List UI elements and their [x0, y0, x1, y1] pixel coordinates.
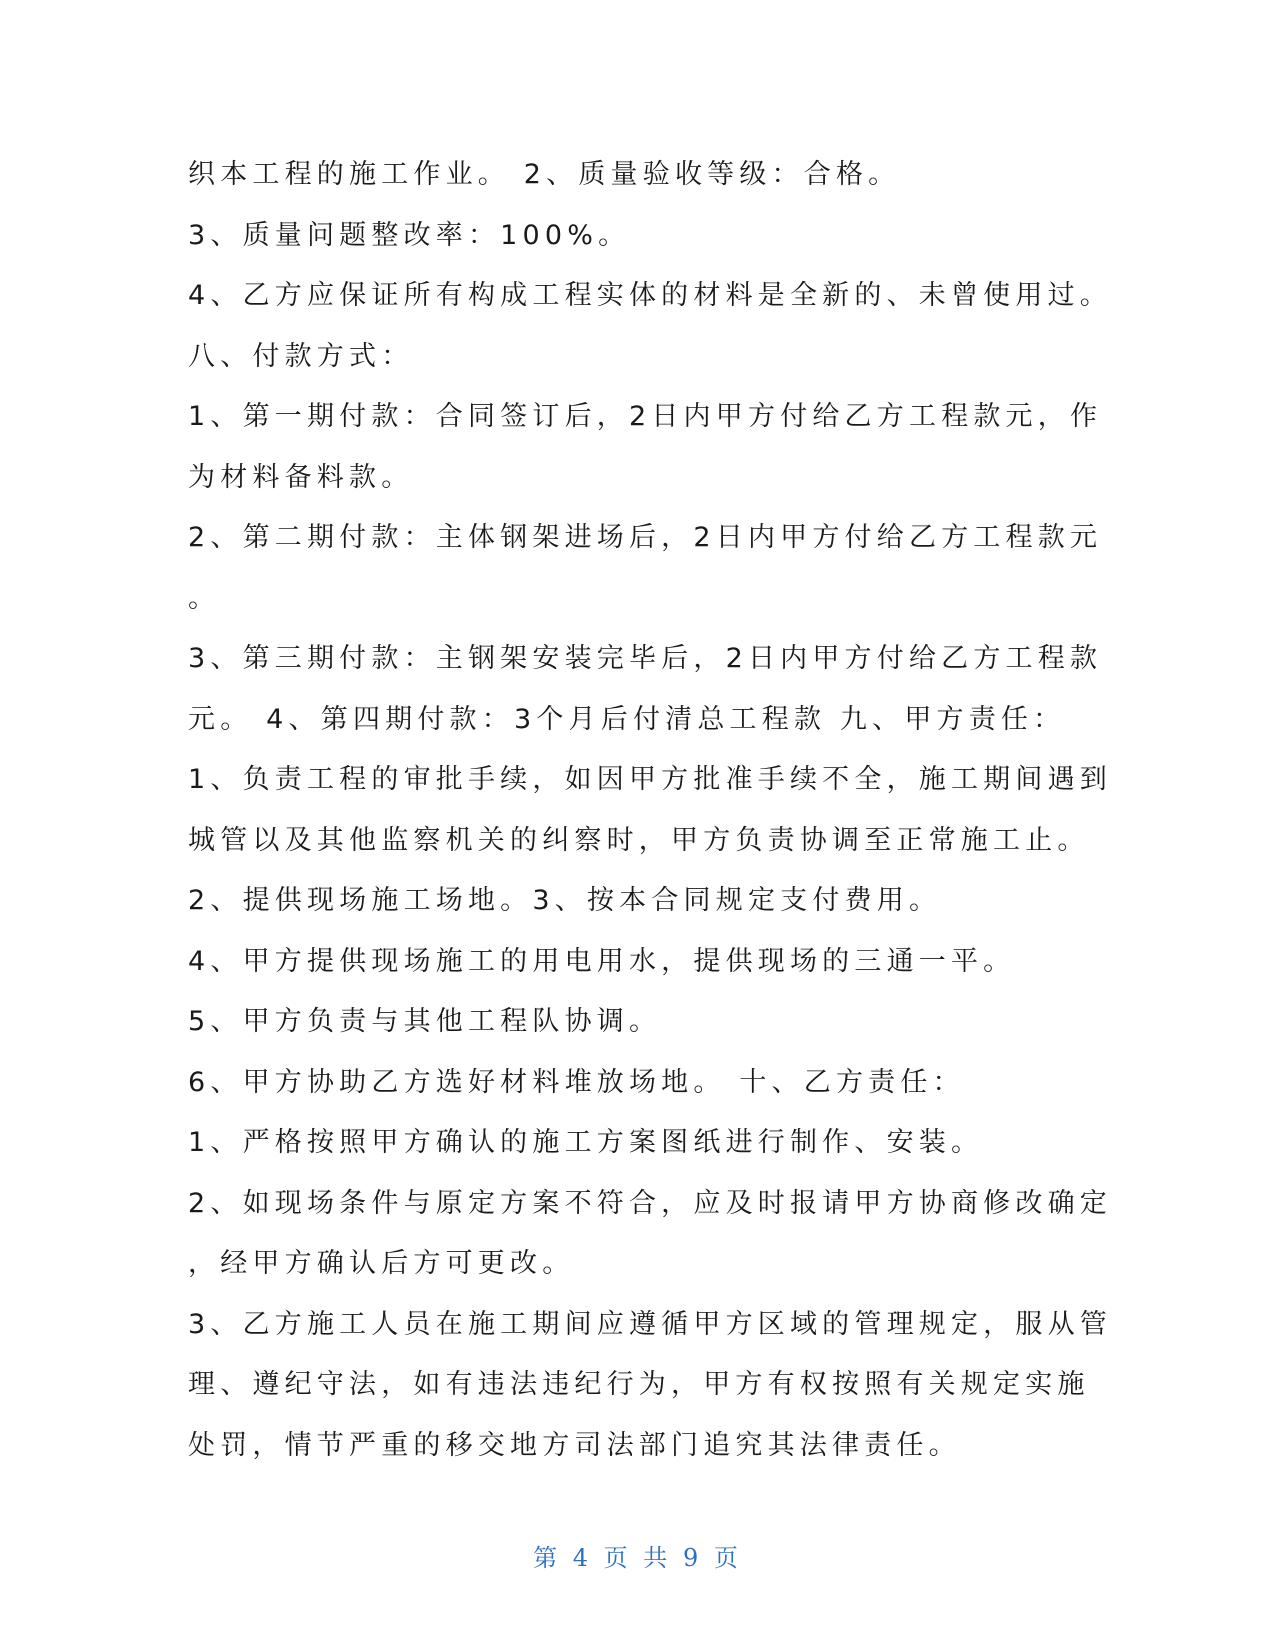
footer-suffix: 页 — [713, 1544, 742, 1572]
text-line: 1、严格按照甲方确认的施工方案图纸进行制作、安装。 — [188, 1127, 984, 1158]
section-heading: 八、付款方式： — [188, 340, 414, 372]
text-line: 3、第三期付款：主钢架安装完毕后，2日内甲方付给乙方工程款 — [188, 643, 1103, 674]
total-pages-number: 9 — [682, 1544, 703, 1572]
text-line: 3、质量问题整改率：100%。 — [188, 219, 631, 251]
text-line: 织本工程的施工作业。 2、质量验收等级：合格。 — [188, 159, 901, 190]
text-line: 1、负责工程的审批手续，如因甲方批准手续不全，施工期间遇到 — [188, 764, 1112, 795]
text-line: 1、第一期付款：合同签订后，2日内甲方付给乙方工程款元，作 — [188, 401, 1103, 432]
text-line: 元。 4、第四期付款：3个月后付清总工程款 九、甲方责任： — [188, 703, 1066, 735]
text-line: 5、甲方负责与其他工程队协调。 — [188, 1006, 662, 1037]
text-line: 处罚，情节严重的移交地方司法部门追究其法律责任。 — [188, 1429, 961, 1461]
footer-prefix: 第 — [533, 1544, 562, 1572]
text-line: 。 — [188, 582, 221, 614]
text-line: 城管以及其他监察机关的纠察时，甲方负责协调至正常施工止。 — [188, 824, 1090, 856]
text-line: 3、乙方施工人员在施工期间应遵循甲方区域的管理规定，服从管 — [188, 1308, 1112, 1340]
text-line: 6、甲方协助乙方选好材料堆放场地。 十、乙方责任： — [188, 1066, 965, 1098]
text-line: ，经甲方确认后方可更改。 — [188, 1248, 575, 1279]
document-body — [188, 145, 1112, 1476]
text-line: 2、提供现场施工场地。3、按本合同规定支付费用。 — [188, 885, 942, 916]
page-footer — [0, 1538, 1275, 1573]
text-line: 理、遵纪守法，如有违法违纪行为，甲方有权按照有关规定实施 — [188, 1369, 1090, 1400]
current-page-number: 4 — [572, 1544, 593, 1572]
text-line: 2、如现场条件与原定方案不符合，应及时报请甲方协商修改确定 — [188, 1187, 1112, 1219]
footer-middle: 页 共 — [603, 1544, 672, 1572]
text-line: 2、第二期付款：主体钢架进场后，2日内甲方付给乙方工程款元 — [188, 522, 1103, 553]
text-line: 4、乙方应保证所有构成工程实体的材料是全新的、未曾使用过。 — [188, 280, 1112, 311]
text-line: 为材料备料款。 — [188, 461, 414, 493]
text-line: 4、甲方提供现场施工的用电用水，提供现场的三通一平。 — [188, 945, 1016, 977]
